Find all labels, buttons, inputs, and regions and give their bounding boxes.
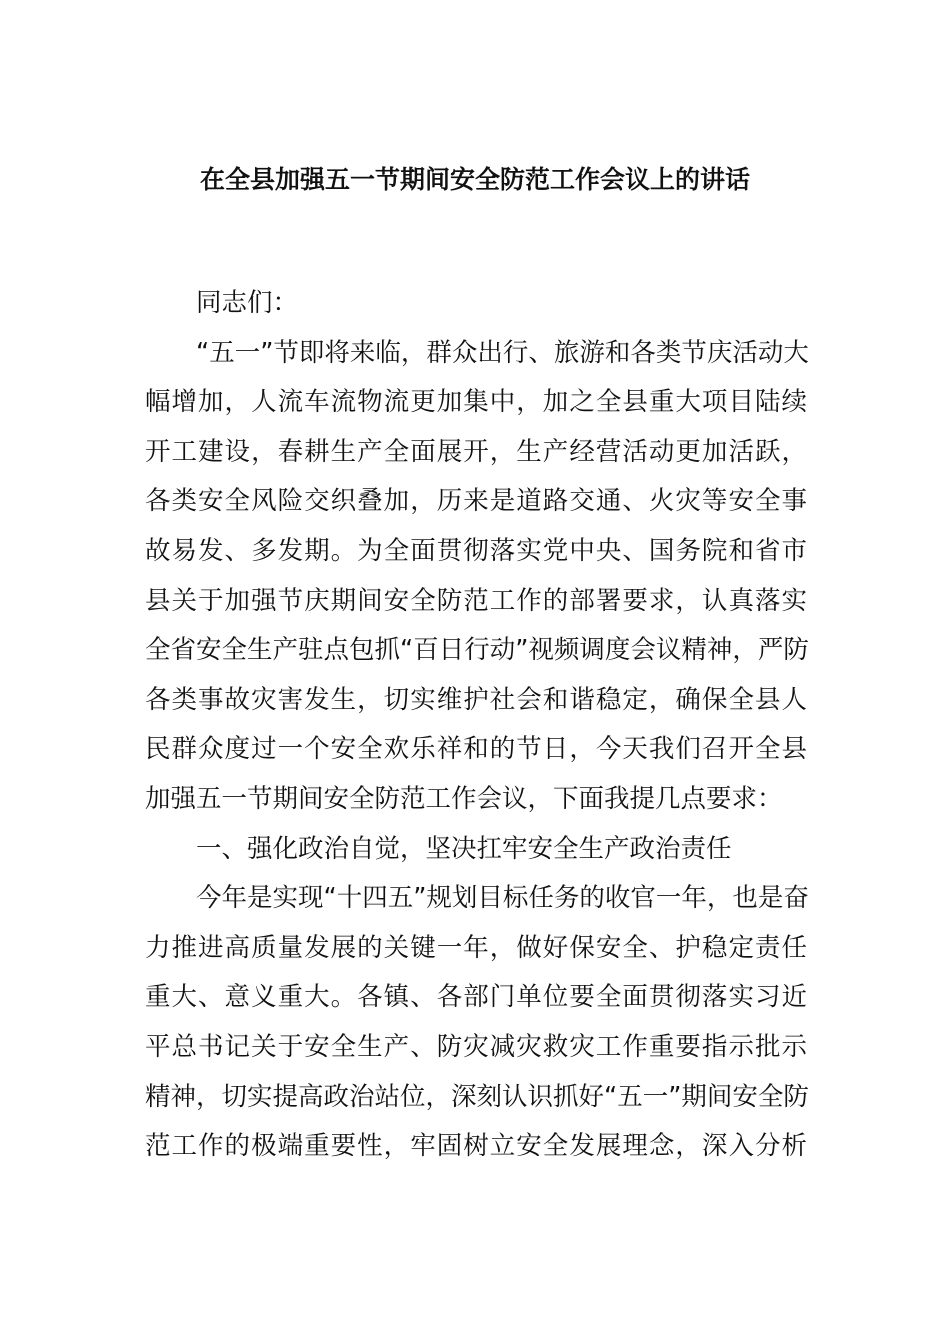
body-line: 力推进高质量发展的关键一年，做好保安全、护稳定责任 [145, 932, 807, 963]
document-body [145, 279, 807, 1172]
body-line: “五一”节即将来临，群众出行、旅游和各类节庆活动大 [196, 337, 809, 368]
body-line: 加强五一节期间安全防范工作会议，下面我提几点要求： [145, 783, 783, 814]
body-line: 各类安全风险交织叠加，历来是道路交通、火灾等安全事 [145, 486, 807, 517]
body-line: 开工建设，春耕生产全面展开，生产经营活动更加活跃， [145, 436, 807, 467]
document-title: 在全县加强五一节期间安全防范工作会议上的讲话 [199, 165, 750, 194]
body-line: 各类事故灾害发生，切实维护社会和谐稳定，确保全县人 [145, 684, 807, 715]
body-line: 幅增加，人流车流物流更加集中，加之全县重大项目陆续 [145, 387, 807, 418]
body-line: 今年是实现“十四五”规划目标任务的收官一年，也是奋 [196, 883, 809, 914]
body-line: 重大、意义重大。各镇、各部门单位要全面贯彻落实习近 [145, 982, 807, 1013]
body-line: 范工作的极端重要性，牢固树立安全发展理念，深入分析 [145, 1131, 807, 1162]
body-line: 故易发、多发期。为全面贯彻落实党中央、国务院和省市 [145, 535, 807, 566]
body-line: 县关于加强节庆期间安全防范工作的部署要求，认真落实 [145, 585, 807, 616]
body-line: 平总书记关于安全生产、防灾减灾救灾工作重要指示批示 [145, 1031, 807, 1062]
body-line: 全省安全生产驻点包抓“百日行动”视频调度会议精神，严防 [145, 635, 809, 666]
body-line: 同志们： [196, 288, 299, 318]
section-heading: 一、强化政治自觉，坚决扛牢安全生产政治责任 [196, 833, 732, 864]
body-line: 民群众度过一个安全欢乐祥和的节日，今天我们召开全县 [145, 734, 807, 765]
body-line: 精神，切实提高政治站位，深刻认识抓好“五一”期间安全防 [145, 1081, 809, 1112]
